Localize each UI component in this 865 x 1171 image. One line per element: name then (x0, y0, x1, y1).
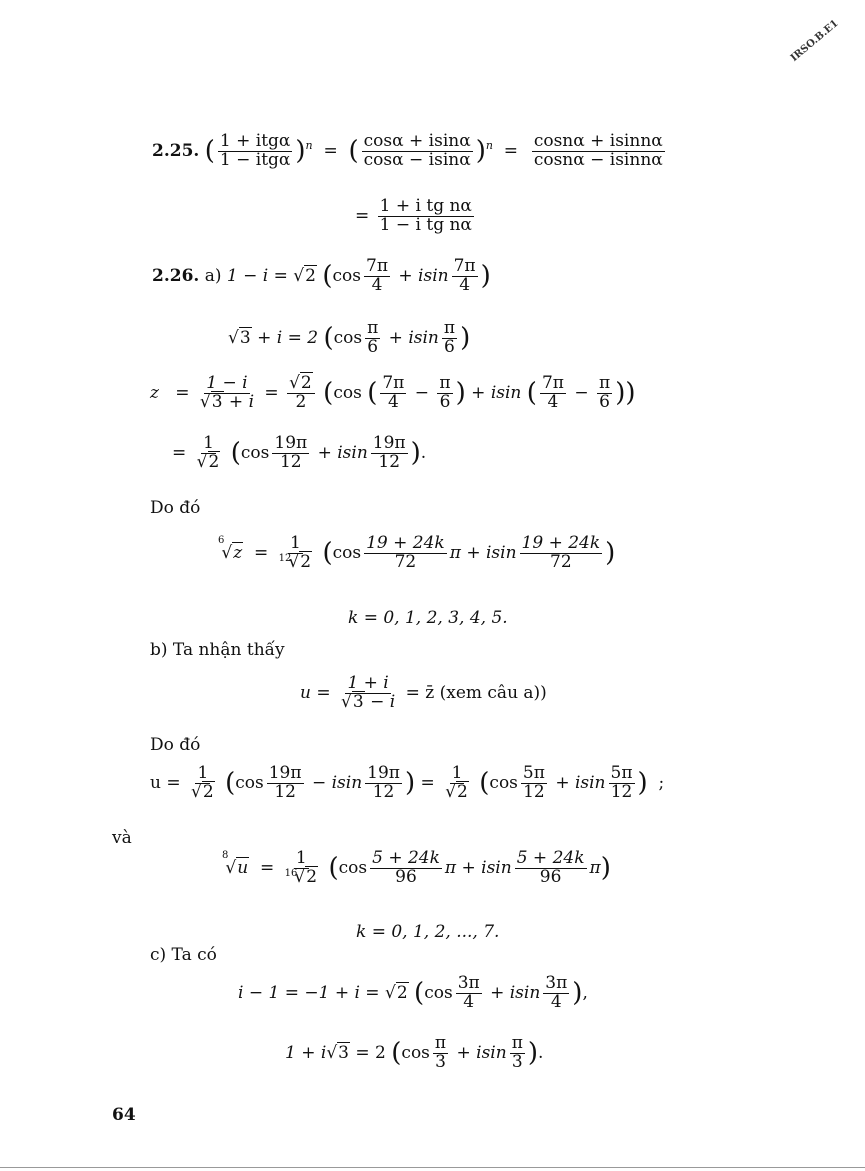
fraction-numerator: 7π (541, 373, 564, 393)
radicand: 2 (300, 373, 312, 393)
do-do-label: Do đó (150, 498, 201, 518)
fraction-denominator: 2 (295, 391, 307, 412)
fraction-numerator: π (511, 1033, 523, 1053)
fraction-numerator: π (439, 373, 451, 393)
isin-text: + isin (388, 327, 439, 348)
variable-z: z (150, 382, 159, 403)
minus: − (414, 382, 430, 403)
fraction-numerator: π (367, 318, 379, 338)
cos-text: cos (333, 382, 362, 403)
fraction-numerator: 1 (289, 533, 301, 553)
fraction-denominator: 12 (279, 451, 302, 472)
sixth-root-line: $^6$√z = $\frac{1}{^{12}√2}$ (cos $\frac{19 + 24k}{72}$ π + isin $\frac{19 + 24k}{72}$ ) (218, 533, 616, 572)
fraction-numerator: 5 + 24k (372, 848, 440, 868)
radicand: 3 (352, 691, 364, 712)
fraction-denominator: 12 (523, 781, 545, 802)
pi-symbol: π (444, 857, 457, 878)
bottom-rule (0, 1167, 865, 1168)
exponent: n (305, 139, 313, 153)
part-c-label: c) Ta có (150, 945, 217, 965)
fraction-numerator: 19 + 24k (366, 533, 445, 553)
problem-label: 2.25. (152, 140, 200, 161)
fraction-numerator: 19 + 24k (521, 533, 601, 553)
root-index: 6 (218, 535, 225, 546)
fraction-numerator: 1 + itgα (219, 131, 291, 151)
library-stamp: IRSO.B.E1 (788, 18, 841, 64)
c-line-2: 1 + i√3 = 2 (cos $\frac{\pi}{3}$ + isin $\frac{\pi}{3}$ ). (285, 1033, 544, 1072)
fraction-numerator: 5π (522, 763, 545, 783)
equals: = (316, 682, 331, 703)
u-line: u = $\frac{1 + i}{√3 - i}$ = z̄ (xem câu a)) (300, 673, 547, 712)
c-line-1: i − 1 = −1 + i = √2 (cos $\frac{3\pi}{4}$ + isin $\frac{3\pi}{4}$ ), (238, 973, 588, 1012)
conjugate-note: = z̄ (xem câu a)) (405, 682, 547, 703)
equals: = (420, 772, 435, 793)
fraction-denominator: 4 (550, 991, 562, 1012)
equals: = (166, 772, 181, 793)
fraction-denominator: 4 (547, 391, 559, 412)
fraction-numerator: π (599, 373, 611, 393)
fraction-denominator: 6 (439, 391, 451, 412)
part-b-label: b) Ta nhận thấy (150, 640, 285, 660)
cos-text: cos (401, 1042, 430, 1063)
fraction-numerator: 7π (453, 256, 476, 276)
fraction-denominator: 1 − itgα (219, 149, 291, 170)
fraction-denominator: 6 (444, 336, 455, 357)
period: . (420, 442, 427, 463)
fraction-numerator: 7π (382, 373, 405, 393)
radicand: 3 (239, 327, 251, 348)
fraction-numerator: 1 + i (347, 673, 389, 693)
problem-2-26-a-line2: √3 + i = 2 (cos $\frac{\pi}{6}$ + isin $\frac{\pi}{6}$ ) (228, 318, 471, 357)
variable-u: u (300, 682, 311, 703)
radicand: 2 (306, 866, 318, 887)
cos-text: cos (333, 327, 363, 348)
problem-2-26-a-line1: 2.26. a) 1 − i = √2 (cos $\frac{7\pi}{4}$ + isin $\frac{7\pi}{4}$ ) (152, 256, 491, 295)
fraction-numerator: π (434, 1033, 447, 1053)
fraction-denominator: 4 (459, 274, 471, 295)
fraction-denominator: cosnα − isinnα (533, 149, 663, 170)
fraction-denominator: 12 (378, 451, 401, 472)
fraction-numerator: 7π (366, 256, 388, 276)
equals: = (264, 382, 279, 403)
cos-text: cos (338, 857, 368, 878)
denominator-tail: − i (370, 691, 396, 712)
problem-label: 2.26. (152, 265, 200, 286)
isin-text: + isin (398, 265, 449, 286)
root-index: 12 (278, 552, 292, 564)
expression: i − 1 = −1 + i = (238, 982, 380, 1003)
comma: , (582, 982, 588, 1003)
exponent: n (485, 139, 493, 153)
cos-text: cos (240, 442, 270, 463)
fraction-numerator: 19π (268, 763, 302, 783)
fraction-denominator: 3 (511, 1051, 523, 1072)
cos-text: cos (235, 772, 264, 793)
root-index: 16 (284, 867, 298, 879)
fraction-denominator: 12 (610, 781, 633, 802)
radicand: 3 (338, 1042, 349, 1063)
equals: = (254, 542, 269, 563)
radicand: 3 (211, 391, 223, 412)
k-values-a: k = 0, 1, 2, 3, 4, 5. (348, 608, 508, 628)
fraction-numerator: 3π (545, 973, 568, 993)
radicand: z (233, 542, 243, 563)
fraction-numerator: 3π (457, 973, 480, 993)
variable-u: u (150, 772, 161, 793)
denominator-tail: + i (228, 391, 255, 412)
minus: − (574, 382, 589, 403)
cos-text: cos (489, 772, 518, 793)
isin-text: + isin (466, 542, 517, 563)
radicand: 2 (305, 265, 316, 286)
fraction-denominator: 3 (435, 1051, 446, 1072)
fraction-numerator: 1 (197, 763, 209, 783)
equals: = (175, 382, 190, 403)
radicand: 2 (457, 781, 468, 802)
radicand: 2 (208, 451, 220, 472)
pi-symbol: π (589, 857, 601, 878)
z-line: z = $\frac{1 - i}{√3 + i}$ = $\frac{√2}{2}$ (cos ( $\frac{7\pi}{4}$ − $\frac{\pi}{6}$ ) + isin ( $\frac{7\pi}{4}$ − $\frac{\pi}{6}$ )) (150, 373, 636, 412)
fraction-numerator: 5π (610, 763, 633, 783)
fraction-numerator: 1 − i (206, 373, 248, 393)
radicand: u (237, 857, 249, 878)
fraction-numerator: 1 (451, 763, 463, 783)
fraction-denominator: 72 (394, 551, 417, 572)
radicand: 2 (396, 982, 408, 1003)
part-label: a) (204, 265, 222, 286)
isin-text: + isin (490, 982, 541, 1003)
fraction-denominator: 72 (550, 551, 572, 572)
misin-text: − isin (311, 772, 363, 793)
isin-text: + isin (317, 442, 368, 463)
equals: = (172, 442, 187, 463)
isin-text: + isin (471, 382, 522, 403)
cos-text: cos (424, 982, 453, 1003)
fraction-denominator: 6 (599, 391, 610, 412)
page-number: 64 (112, 1105, 136, 1125)
do-do-label-2: Do đó (150, 735, 201, 755)
fraction-numerator: π (443, 318, 456, 338)
fraction-numerator: 19π (367, 763, 400, 783)
pi-symbol: π (449, 542, 461, 563)
fraction-numerator: 1 + i tg nα (379, 196, 472, 216)
root-index: 8 (222, 850, 229, 861)
fraction-numerator: 1 (203, 433, 214, 453)
equals: = (259, 857, 275, 878)
eighth-root-line: $^8$√u = $\frac{1}{^{16}√2}$ (cos $\frac{5 + 24k}{96}$ π + isin $\frac{5 + 24k}{96}$ π) (222, 848, 611, 887)
semicolon: ; (658, 772, 665, 793)
expression: 1 + i (285, 1042, 327, 1063)
fraction-denominator: 6 (367, 336, 379, 357)
radicand: 2 (202, 781, 214, 802)
fraction-denominator: 12 (274, 781, 296, 802)
problem-2-25-line2: = $\frac{\text{1 + i tg nα}}{\text{1 − i tg nα}}$ (355, 196, 472, 235)
fraction-denominator: 12 (372, 781, 395, 802)
fraction-denominator: 1 − i tg nα (379, 214, 472, 235)
va-label: và (112, 828, 132, 848)
fraction-numerator: cosα + isinα (363, 131, 471, 151)
isin-text: + isin (555, 772, 606, 793)
fraction-denominator: 96 (539, 866, 562, 887)
expression: 1 − i = (226, 265, 288, 286)
isin-text: + isin (456, 1042, 507, 1063)
isin-text: + isin (461, 857, 512, 878)
z-line-2: = $\frac{1}{√2}$ (cos $\frac{19\pi}{12}$ + isin $\frac{19\pi}{12}$ ). (172, 433, 427, 472)
period: . (538, 1042, 544, 1063)
expression: = 2 (355, 1042, 386, 1063)
k-values-b: k = 0, 1, 2, ..., 7. (356, 922, 500, 942)
fraction-numerator: 19π (372, 433, 406, 453)
fraction-denominator: 4 (463, 991, 475, 1012)
problem-2-25-line1: 2.25. ( $\frac{\text{1 + itgα}}{\text{1 − itgα}}$ )$^n$ = ( $\frac{\cos\alpha + isin\alpha}{\cos\alpha - isin\alpha}$ )$^n$ = $\frac{\cos n\alpha + isinn\alpha}{\cos n\alpha - isinn\alpha}$ (152, 131, 663, 170)
fraction-denominator: 96 (395, 866, 417, 887)
u-expansion-line: u = $\frac{1}{√2}$ (cos $\frac{19\pi}{12}$ − isin $\frac{19\pi}{12}$ ) = $\frac{1}{√2}$ (cos $\frac{5\pi}{12}$ + isin $\frac{5\pi}{12}$ ) ; (150, 763, 665, 802)
cos-text: cos (332, 265, 361, 286)
fraction-numerator: cosnα + isinnα (533, 131, 663, 151)
fraction-denominator: cosα − isinα (363, 149, 471, 170)
fraction-numerator: 19π (274, 433, 308, 453)
fraction-denominator: 4 (371, 274, 383, 295)
fraction-denominator: 4 (387, 391, 399, 412)
fraction-numerator: 5 + 24k (516, 848, 585, 868)
cos-text: cos (332, 542, 362, 563)
radicand: 2 (300, 551, 312, 572)
fraction-numerator: 1 (295, 848, 307, 868)
expression: + i = 2 (257, 327, 319, 348)
